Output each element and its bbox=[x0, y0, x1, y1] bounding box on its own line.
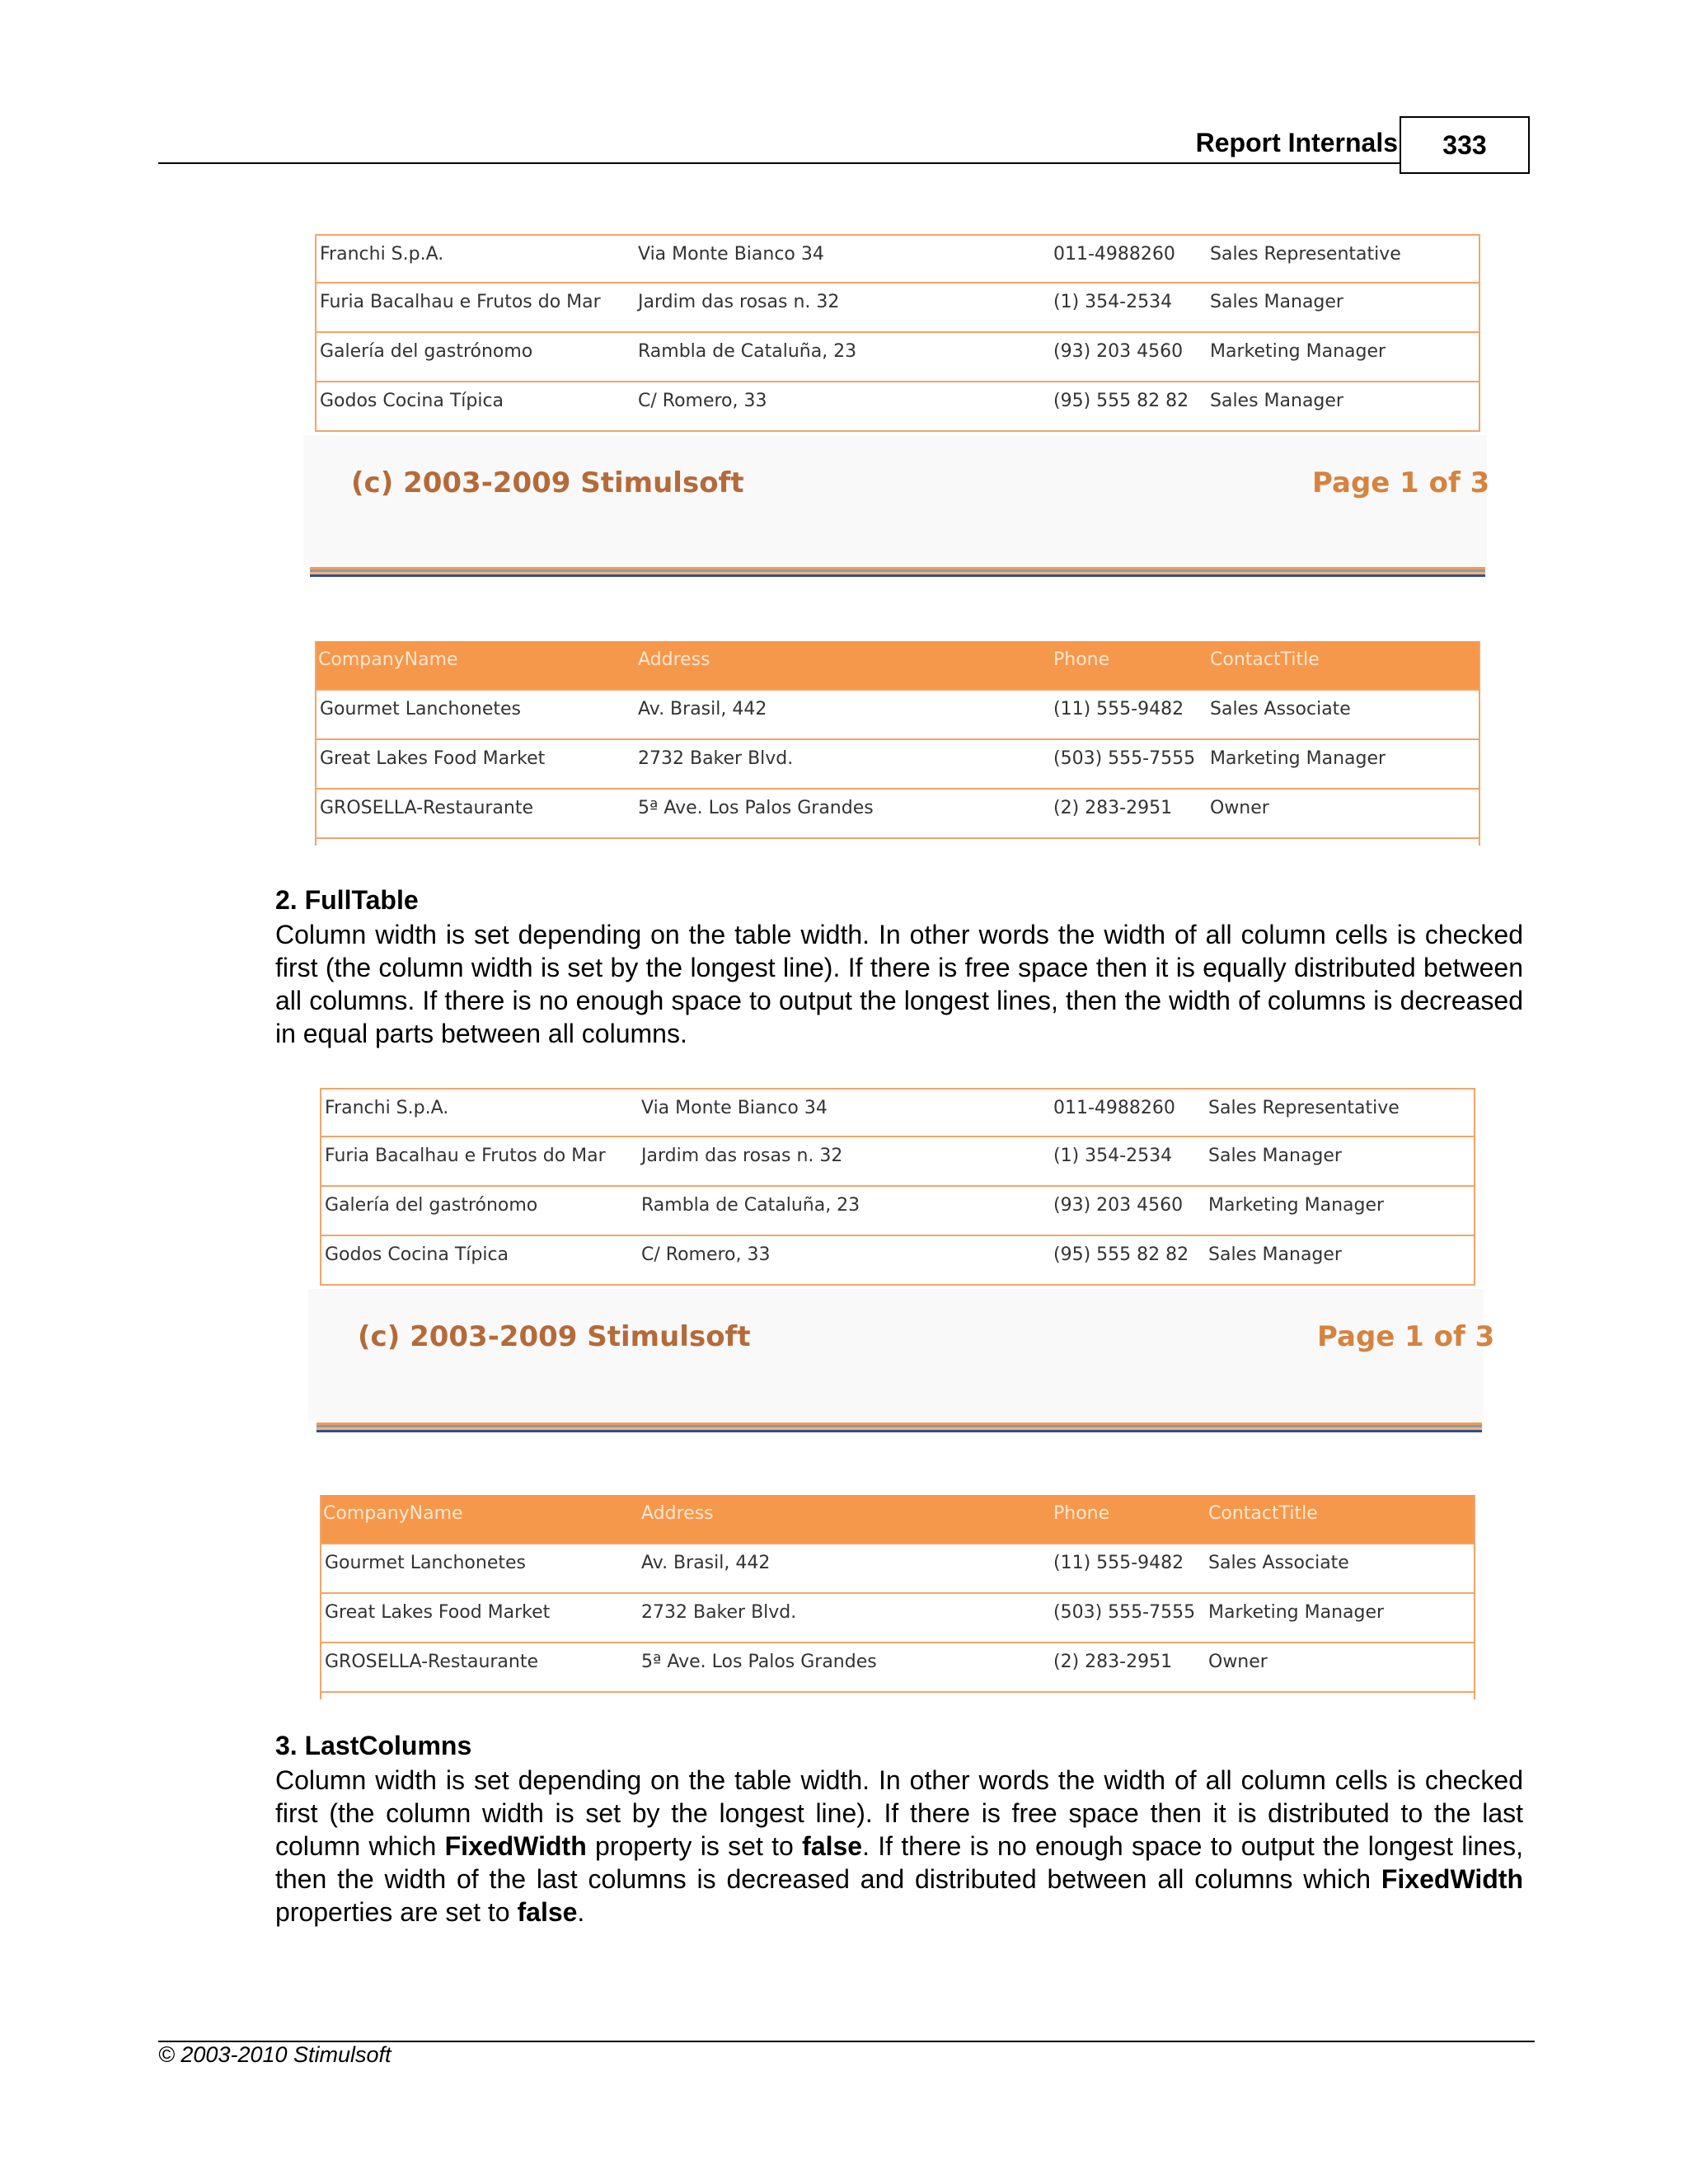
cell-contact-title: Marketing Manager bbox=[1210, 748, 1386, 769]
sample2-page-of: Page 1 of 3 bbox=[1317, 1320, 1495, 1353]
sample2-stripe-separator bbox=[316, 1422, 1482, 1432]
cell-phone: (1) 354-2534 bbox=[1053, 1146, 1173, 1166]
header-rule bbox=[158, 162, 1401, 164]
cell-contact-title: Marketing Manager bbox=[1208, 1195, 1385, 1216]
cell-phone: (11) 555-9482 bbox=[1053, 699, 1184, 719]
cell-address: Rambla de Cataluña, 23 bbox=[638, 341, 857, 362]
cell-phone: (11) 555-9482 bbox=[1053, 1553, 1184, 1573]
table-row bbox=[321, 1544, 1474, 1594]
cell-company: Galería del gastrónomo bbox=[325, 1195, 538, 1216]
paragraph-text: . bbox=[577, 1897, 585, 1927]
cell-address: 5ª Ave. Los Palos Grandes bbox=[641, 1652, 877, 1672]
cell-phone: (2) 283-2951 bbox=[1053, 798, 1173, 818]
section-lastcolumns-paragraph bbox=[275, 1764, 1523, 1929]
cell-address: 2732 Baker Blvd. bbox=[641, 1602, 797, 1623]
sample1-page-of: Page 1 of 3 bbox=[1312, 466, 1490, 499]
table-row bbox=[321, 1643, 1474, 1693]
column-header-companyname: CompanyName bbox=[318, 649, 458, 670]
cell-phone: (93) 203 4560 bbox=[1053, 341, 1184, 362]
sample1-stripe-separator bbox=[310, 567, 1485, 577]
section-heading-fulltable: 2. FullTable bbox=[275, 885, 419, 915]
sample1-group1-table bbox=[315, 234, 1480, 432]
cell-address: C/ Romero, 33 bbox=[641, 1244, 771, 1265]
cell-phone: (2) 283-2951 bbox=[1053, 1652, 1173, 1672]
cell-phone: (95) 555 82 82 bbox=[1053, 1244, 1189, 1265]
table-header-row bbox=[321, 1495, 1474, 1544]
false-keyword: false bbox=[517, 1897, 578, 1927]
sample2-copyright: (c) 2003-2009 Stimulsoft bbox=[358, 1320, 751, 1353]
paragraph-text: property is set to bbox=[586, 1831, 803, 1861]
table-row bbox=[321, 1187, 1474, 1236]
cell-address: 2732 Baker Blvd. bbox=[638, 748, 794, 769]
sample1-page-footer-band bbox=[303, 435, 1490, 567]
footer-copyright: © 2003-2010 Stimulsoft bbox=[158, 2042, 392, 2067]
cell-contact-title: Sales Manager bbox=[1208, 1244, 1342, 1265]
table-row bbox=[321, 1594, 1474, 1643]
cell-address: Jardim das rosas n. 32 bbox=[638, 292, 840, 312]
cell-address: Via Monte Bianco 34 bbox=[638, 244, 824, 265]
cell-company: Franchi S.p.A. bbox=[320, 244, 444, 265]
table-row bbox=[321, 1088, 1474, 1137]
cell-phone: 011-4988260 bbox=[1053, 244, 1175, 265]
table-continuation bbox=[316, 839, 1479, 846]
cell-address: Jardim das rosas n. 32 bbox=[641, 1146, 843, 1166]
cell-phone: (95) 555 82 82 bbox=[1053, 391, 1189, 411]
table-continuation bbox=[321, 1693, 1474, 1699]
cell-company: GROSELLA-Restaurante bbox=[320, 798, 534, 818]
fixedwidth-keyword: FixedWidth bbox=[444, 1831, 587, 1861]
cell-company: Great Lakes Food Market bbox=[320, 748, 546, 769]
cell-phone: 011-4988260 bbox=[1053, 1098, 1175, 1118]
fixedwidth-keyword: FixedWidth bbox=[1381, 1864, 1523, 1894]
cell-company: GROSELLA-Restaurante bbox=[325, 1652, 539, 1672]
sample2-group2-table bbox=[320, 1495, 1475, 1699]
table-row bbox=[316, 382, 1479, 432]
cell-contact-title: Sales Manager bbox=[1210, 391, 1343, 411]
column-header-address: Address bbox=[638, 649, 710, 670]
cell-contact-title: Marketing Manager bbox=[1210, 341, 1386, 362]
cell-contact-title: Sales Manager bbox=[1210, 292, 1343, 312]
cell-address: Via Monte Bianco 34 bbox=[641, 1098, 828, 1118]
cell-phone: (503) 555-7555 bbox=[1053, 1602, 1196, 1623]
table-header-row bbox=[316, 641, 1479, 691]
table-row bbox=[321, 1236, 1474, 1286]
sample1-group2-table bbox=[315, 641, 1480, 846]
table-row bbox=[316, 234, 1479, 284]
column-header-address: Address bbox=[641, 1503, 714, 1524]
table-row bbox=[316, 284, 1479, 333]
table-row bbox=[316, 691, 1479, 740]
table-row bbox=[321, 1137, 1474, 1187]
page-number-box bbox=[1400, 116, 1530, 174]
false-keyword: false bbox=[802, 1831, 863, 1861]
paragraph-text: Column width is set depending on the table width. In other words the width of all column cells is checked first (the column width is set by the longest line). If there is free space then it is distributed to the last column which bbox=[275, 1765, 1523, 1861]
cell-company: Godos Cocina Típica bbox=[320, 391, 504, 411]
table-row bbox=[316, 740, 1479, 790]
cell-address: 5ª Ave. Los Palos Grandes bbox=[638, 798, 874, 818]
table-row bbox=[316, 790, 1479, 839]
sample2-group1-table bbox=[320, 1088, 1475, 1286]
cell-phone: (503) 555-7555 bbox=[1053, 748, 1196, 769]
cell-company: Furia Bacalhau e Frutos do Mar bbox=[325, 1146, 606, 1166]
cell-company: Great Lakes Food Market bbox=[325, 1602, 551, 1623]
sample1-copyright: (c) 2003-2009 Stimulsoft bbox=[351, 466, 744, 499]
table-row bbox=[316, 333, 1479, 382]
cell-contact-title: Sales Representative bbox=[1210, 244, 1401, 265]
column-header-companyname: CompanyName bbox=[323, 1503, 463, 1524]
cell-address: Rambla de Cataluña, 23 bbox=[641, 1195, 860, 1216]
cell-address: Av. Brasil, 442 bbox=[638, 699, 767, 719]
cell-contact-title: Sales Manager bbox=[1208, 1146, 1342, 1166]
cell-contact-title: Sales Associate bbox=[1210, 699, 1351, 719]
cell-company: Furia Bacalhau e Frutos do Mar bbox=[320, 292, 601, 312]
cell-address: C/ Romero, 33 bbox=[638, 391, 767, 411]
cell-company: Gourmet Lanchonetes bbox=[320, 699, 521, 719]
running-header-title: Report Internals bbox=[1195, 128, 1398, 157]
cell-phone: (1) 354-2534 bbox=[1053, 292, 1173, 312]
column-header-phone: Phone bbox=[1053, 649, 1110, 670]
cell-company: Franchi S.p.A. bbox=[325, 1098, 449, 1118]
cell-company: Galería del gastrónomo bbox=[320, 341, 533, 362]
column-header-contacttitle: ContactTitle bbox=[1210, 649, 1320, 670]
cell-contact-title: Owner bbox=[1208, 1652, 1268, 1672]
cell-contact-title: Sales Associate bbox=[1208, 1553, 1349, 1573]
section-fulltable-paragraph: Column width is set depending on the table width. In other words the width of all column cells is checked first (the column width is set by the longest line). If there is free space then it is equally distributed between all columns. If there is no enough space to output the longest lines, then the width of columns is decreased in equal parts between all columns. bbox=[275, 920, 1523, 1048]
cell-contact-title: Marketing Manager bbox=[1208, 1602, 1385, 1623]
column-header-phone: Phone bbox=[1053, 1503, 1110, 1524]
cell-phone: (93) 203 4560 bbox=[1053, 1195, 1184, 1216]
cell-company: Godos Cocina Típica bbox=[325, 1244, 509, 1265]
cell-contact-title: Sales Representative bbox=[1208, 1098, 1400, 1118]
cell-contact-title: Owner bbox=[1210, 798, 1269, 818]
page-number: 333 bbox=[1442, 129, 1487, 160]
section-heading-lastcolumns: 3. LastColumns bbox=[275, 1731, 472, 1760]
sample2-page-footer-band bbox=[308, 1289, 1484, 1421]
paragraph-text: properties are set to bbox=[275, 1897, 518, 1927]
paragraph-text: . If there is no enough space to output the longest lines, then the width of the last columns is decreased and distributed between all columns which bbox=[275, 1831, 1524, 1894]
cell-address: Av. Brasil, 442 bbox=[641, 1553, 771, 1573]
cell-company: Gourmet Lanchonetes bbox=[325, 1553, 526, 1573]
column-header-contacttitle: ContactTitle bbox=[1208, 1503, 1318, 1524]
